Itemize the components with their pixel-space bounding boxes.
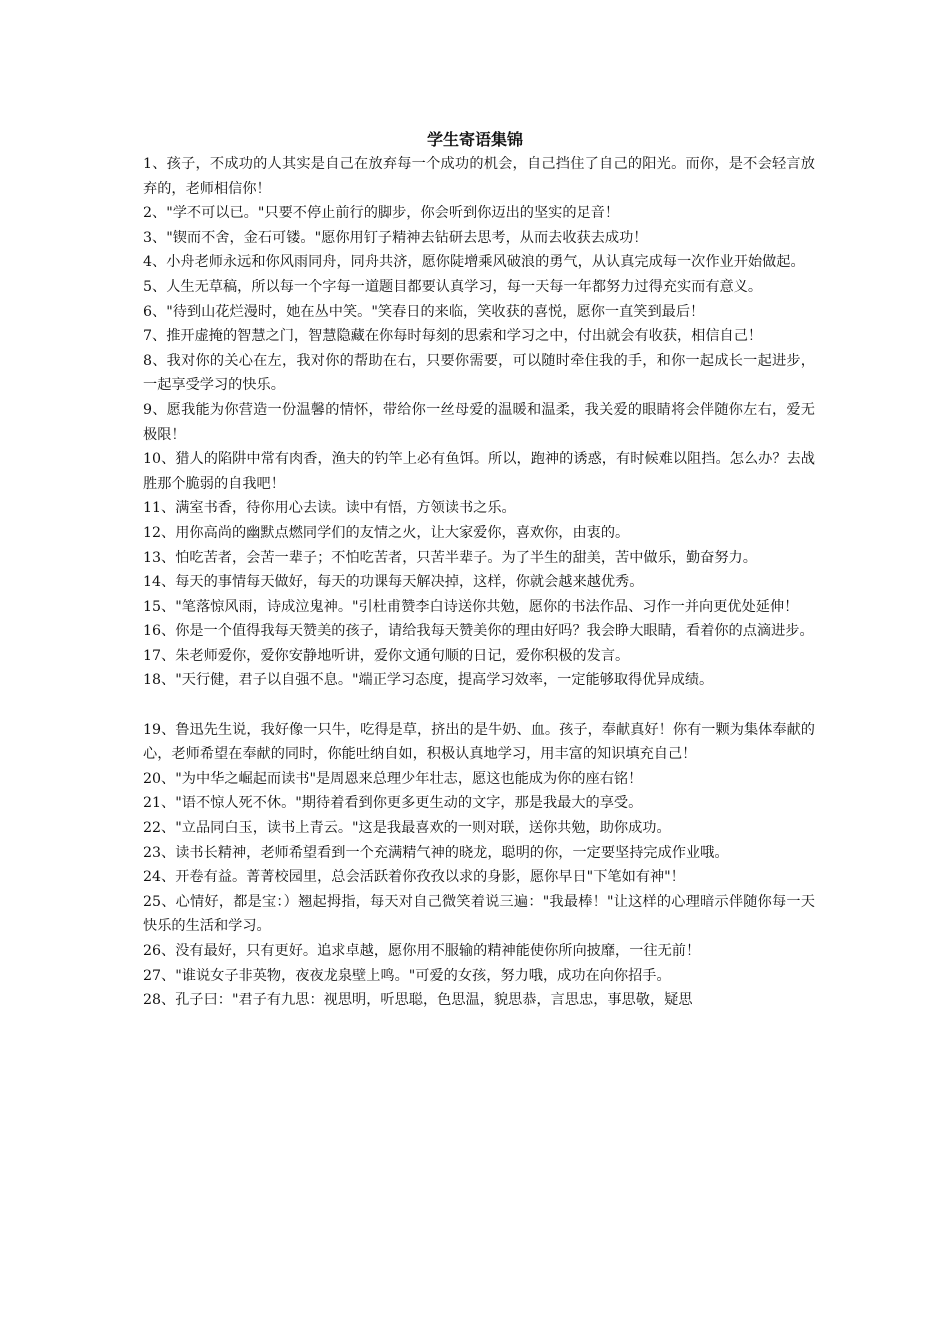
paragraph: 15、"笔落惊风雨，诗成泣鬼神。"引杜甫赞李白诗送你共勉，愿你的书法作品、习作一并向更优处延伸！ — [143, 598, 799, 615]
paragraph: 20、"为中华之崛起而读书"是周恩来总理少年壮志，愿这也能成为你的座右铭！ — [143, 770, 643, 787]
paragraph: 4、小舟老师永远和你风雨同舟，同舟共济，愿你陡增乘风破浪的勇气，从认真完成每一次作业开始做起。 — [143, 254, 805, 271]
paragraph: 25、心情好，都是宝：）翘起拇指，每天对自己微笑着说三遍："我最棒！"让这样的心理暗示伴随你每一天快乐的生活和学习。 — [143, 893, 815, 935]
paragraph: 21、"语不惊人死不休。"期待着看到你更多更生动的文字，那是我最大的享受。 — [143, 795, 643, 812]
blank-line — [143, 693, 815, 718]
paragraph: 5、人生无草稿，所以每一个字每一道题目都要认真学习，每一天每一年都努力过得充实而有意义。 — [143, 278, 763, 295]
document-title: 学生寄语集锦 — [426, 130, 523, 149]
paragraph: 13、怕吃苦者，会苦一辈子；不怕吃苦者，只苦半辈子。为了半生的甜美，苦中做乐，勤奋努力。 — [143, 549, 757, 566]
paragraph: 8、我对你的关心在左，我对你的帮助在右，只要你需要，可以随时牵住我的手，和你一起成长一起进步，一起享受学习的快乐。 — [143, 352, 815, 394]
paragraph: 23、读书长精神，老师希望看到一个充满精气神的晓龙，聪明的你，一定要坚持完成作业哦。 — [143, 844, 729, 861]
paragraph: 12、用你高尚的幽默点燃同学们的友情之火，让大家爱你，喜欢你，由衷的。 — [143, 524, 630, 541]
document-body — [143, 152, 815, 1013]
paragraph: 1、孩子，不成功的人其实是自己在放弃每一个成功的机会，自己挡住了自己的阳光。而你，是不会轻言放弃的，老师相信你！ — [143, 156, 815, 197]
paragraph: 2、"学不可以已。"只要不停止前行的脚步，你会听到你迈出的坚实的足音！ — [143, 205, 620, 222]
paragraph: 19、鲁迅先生说，我好像一只牛，吃得是草，挤出的是牛奶、血。孩子，奉献真好！你有一颗为集体奉献的心，老师希望在奉献的同时，你能吐纳自如，积极认真地学习，用丰富的知识填充自己！ — [143, 721, 815, 763]
paragraph: 18、"天行健，君子以自强不息。"端正学习态度，提高学习效率，一定能够取得优异成绩。 — [143, 672, 714, 689]
paragraph: 7、推开虚掩的智慧之门，智慧隐藏在你每时每刻的思索和学习之中，付出就会有收获，相信自己！ — [143, 328, 763, 345]
paragraph: 28、孔子曰："君子有九思：视思明，听思聪，色思温，貌思恭，言思忠，事思敬，疑思 — [143, 992, 693, 1009]
paragraph: 17、朱老师爱你，爱你安静地听讲，爱你文通句顺的日记，爱你积极的发言。 — [143, 647, 630, 664]
paragraph: 11、满室书香，待你用心去读。读中有悟，方领读书之乐。 — [143, 500, 516, 517]
paragraph: 14、每天的事情每天做好，每天的功课每天解决掉，这样，你就会越来越优秀。 — [143, 574, 644, 591]
paragraph: 10、猎人的陷阱中常有肉香，渔夫的钓竿上必有鱼饵。所以，跑神的诱惑，有时候难以阻挡。怎么办？去战胜那个脆弱的自我吧！ — [143, 451, 815, 492]
paragraph: 16、你是一个值得我每天赞美的孩子，请给我每天赞美你的理由好吗？我会睁大眼睛，看着你的点滴进步。 — [143, 623, 814, 640]
paragraph: 6、"待到山花烂漫时，她在丛中笑。"笑春日的来临，笑收获的喜悦，愿你一直笑到最后！ — [143, 303, 705, 320]
paragraph: 3、"锲而不舍，金石可镂。"愿你用钉子精神去钻研去思考，从而去收获去成功！ — [143, 229, 648, 246]
paragraph: 22、"立品同白玉，读书上青云。"这是我最喜欢的一则对联，送你共勉，助你成功。 — [143, 820, 671, 837]
paragraph: 9、愿我能为你营造一份温馨的情怀，带给你一丝母爱的温暖和温柔，我关爱的眼睛将会伴随你左右，爱无极限！ — [143, 401, 815, 443]
paragraph: 24、开卷有益。菁菁校园里，总会活跃着你孜孜以求的身影，愿你早日"下笔如有神"！ — [143, 869, 685, 886]
paragraph: 26、没有最好，只有更好。追求卓越，愿你用不服输的精神能使你所向披靡，一往无前！ — [143, 943, 701, 959]
paragraph: 27、"谁说女子非英物，夜夜龙泉壁上鸣。"可爱的女孩，努力哦，成功在向你招手。 — [143, 967, 671, 984]
